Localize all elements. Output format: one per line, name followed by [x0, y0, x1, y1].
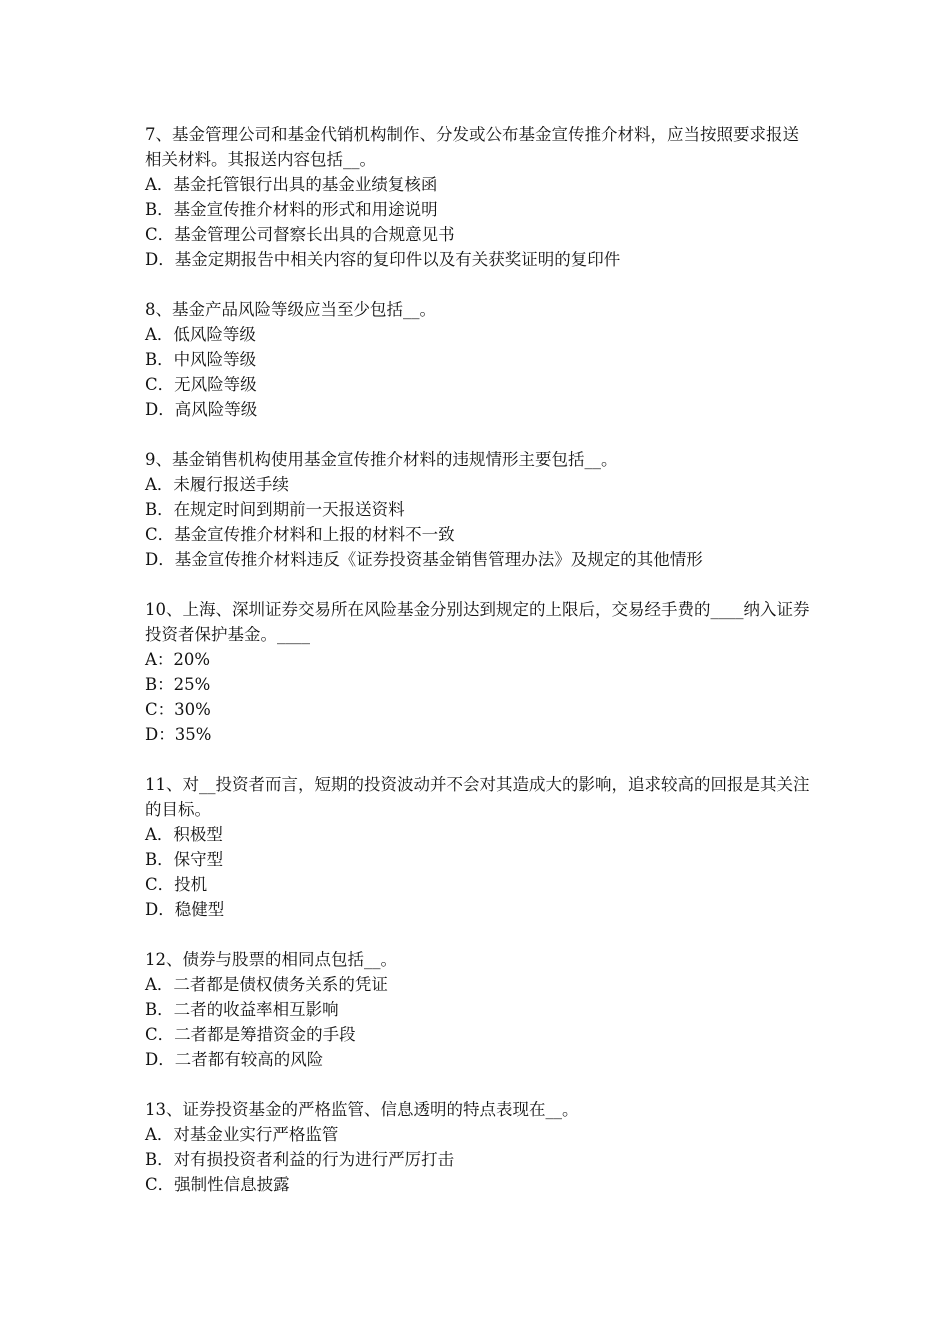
answer-option: B．二者的收益率相互影响	[145, 1000, 339, 1019]
option-list	[145, 1122, 815, 1197]
question-stem: 7、基金管理公司和基金代销机构制作、分发或公布基金宣传推介材料，应当按照要求报送相关材料。其报送内容包括__。	[145, 125, 799, 169]
answer-option: D．稳健型	[145, 900, 225, 919]
answer-option: C．强制性信息披露	[145, 1175, 290, 1194]
question-block	[145, 122, 815, 272]
question-stem: 10、上海、深圳证券交易所在风险基金分别达到规定的上限后，交易经手费的____纳入证券投资者保护基金。____	[145, 600, 810, 644]
answer-option: D：35%	[145, 725, 212, 744]
answer-option: D．基金宣传推介材料违反《证券投资基金销售管理办法》及规定的其他情形	[145, 550, 703, 569]
question-stem: 9、基金销售机构使用基金宣传推介材料的违规情形主要包括__。	[145, 450, 618, 469]
question-block	[145, 297, 815, 422]
document-page	[145, 122, 815, 1222]
option-list	[145, 647, 815, 747]
answer-option: B：25%	[145, 675, 211, 694]
answer-option: B．基金宣传推介材料的形式和用途说明	[145, 200, 438, 219]
question-block	[145, 947, 815, 1072]
option-list	[145, 322, 815, 422]
answer-option: A．对基金业实行严格监管	[145, 1125, 339, 1144]
answer-option: B．在规定时间到期前一天报送资料	[145, 500, 405, 519]
answer-option: B．保守型	[145, 850, 224, 869]
answer-option: A：20%	[145, 650, 211, 669]
option-list	[145, 972, 815, 1072]
answer-option: D．高风险等级	[145, 400, 258, 419]
answer-option: C．投机	[145, 875, 208, 894]
answer-option: C．基金管理公司督察长出具的合规意见书	[145, 225, 455, 244]
answer-option: B．中风险等级	[145, 350, 257, 369]
question-stem: 12、债券与股票的相同点包括__。	[145, 950, 397, 969]
answer-option: A．基金托管银行出具的基金业绩复核函	[145, 175, 438, 194]
answer-option: A．未履行报送手续	[145, 475, 289, 494]
answer-option: A．积极型	[145, 825, 223, 844]
answer-option: C．无风险等级	[145, 375, 257, 394]
question-block	[145, 772, 815, 922]
option-list	[145, 172, 815, 272]
answer-option: B．对有损投资者利益的行为进行严厉打击	[145, 1150, 455, 1169]
question-stem: 13、证券投资基金的严格监管、信息透明的特点表现在__。	[145, 1100, 579, 1119]
answer-option: C．基金宣传推介材料和上报的材料不一致	[145, 525, 455, 544]
question-stem: 11、对__投资者而言，短期的投资波动并不会对其造成大的影响，追求较高的回报是其关注的目标。	[145, 775, 810, 819]
question-stem: 8、基金产品风险等级应当至少包括__。	[145, 300, 436, 319]
question-block	[145, 447, 815, 572]
answer-option: C．二者都是筹措资金的手段	[145, 1025, 356, 1044]
option-list	[145, 822, 815, 922]
answer-option: D．二者都有较高的风险	[145, 1050, 324, 1069]
answer-option: D．基金定期报告中相关内容的复印件以及有关获奖证明的复印件	[145, 250, 621, 269]
option-list	[145, 472, 815, 572]
question-block	[145, 1097, 815, 1197]
question-block	[145, 597, 815, 747]
answer-option: A．低风险等级	[145, 325, 256, 344]
answer-option: A．二者都是债权债务关系的凭证	[145, 975, 388, 994]
answer-option: C：30%	[145, 700, 211, 719]
